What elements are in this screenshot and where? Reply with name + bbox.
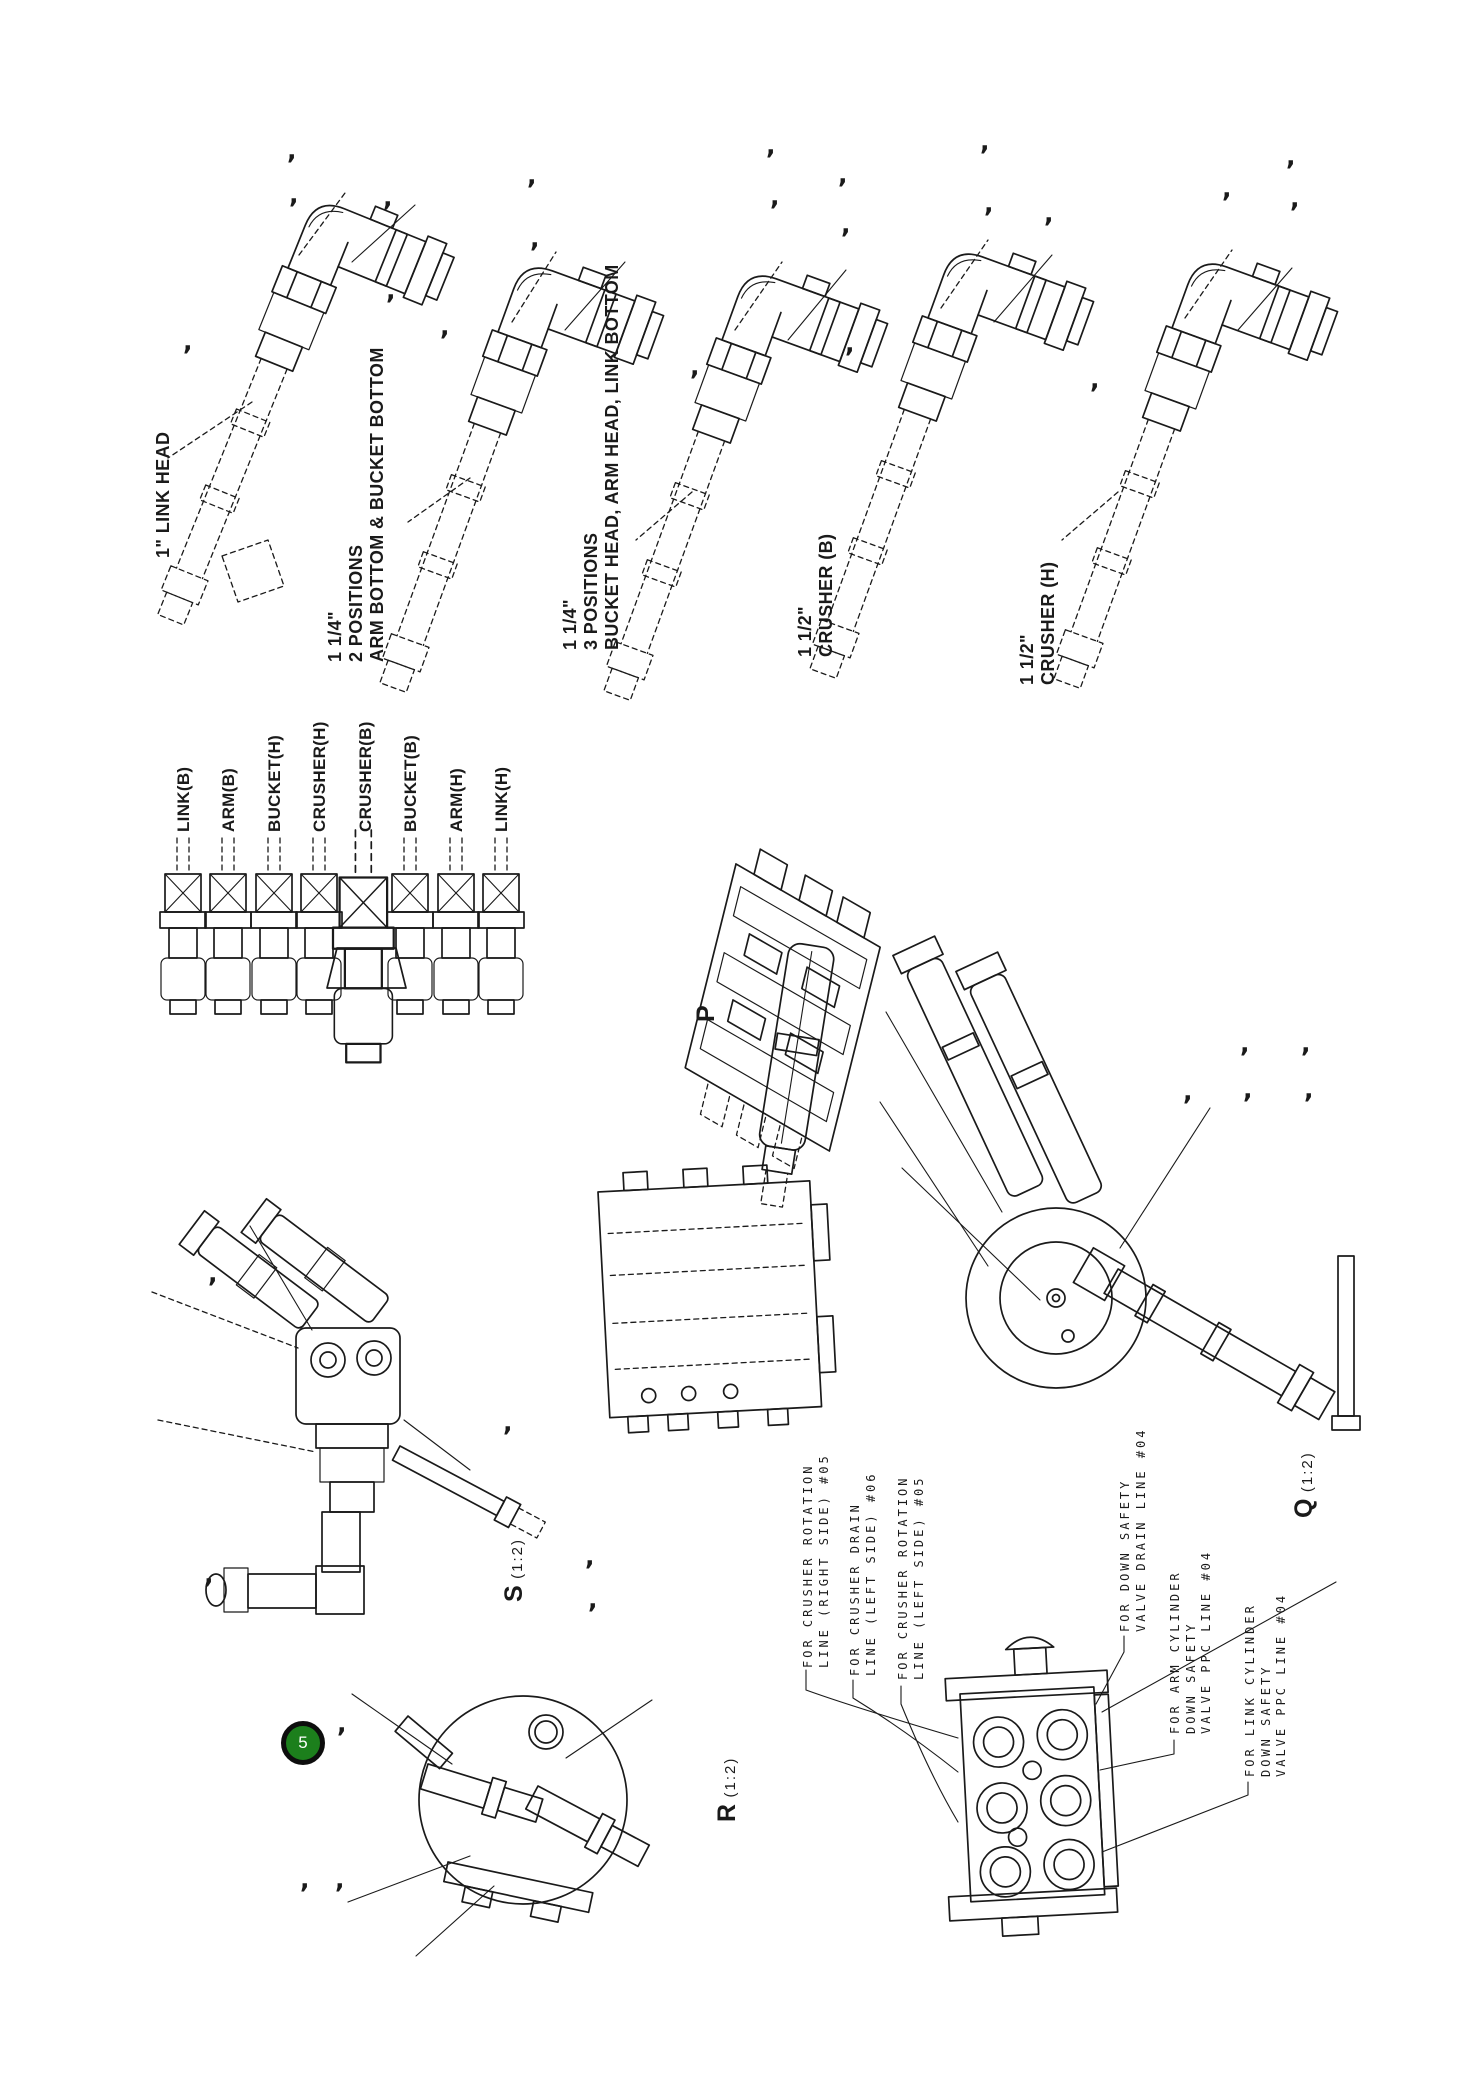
callout-mark: ,: [440, 312, 450, 341]
annotation-arm-cylinder-ppc: FOR ARM CYLINDER DOWN SAFETY VALVE PPC LINE #04: [1168, 1549, 1213, 1734]
callout-mark: ,: [690, 352, 700, 381]
callout-mark: ,: [1243, 1075, 1253, 1104]
item-balloon-number: 5: [298, 1733, 308, 1752]
callout-mark: ,: [335, 1865, 345, 1894]
callout-mark: ,: [845, 329, 855, 358]
hose-label-crusher-h: 1 1/2" CRUSHER (H): [1017, 561, 1058, 685]
valve-block: [935, 1633, 1120, 1938]
q-assembly: [880, 936, 1360, 1430]
fitting-label-crusher-h: CRUSHER(H): [310, 721, 329, 832]
callout-mark: ,: [841, 210, 851, 239]
callout-mark: ,: [300, 1865, 310, 1894]
view-label-q: Q (1:2): [1290, 1451, 1318, 1518]
hose-assembly-2: [366, 245, 670, 731]
view-label-r: R (1:2): [713, 1756, 741, 1822]
annotation-link-cylinder-ppc: FOR LINK CYLINDER DOWN SAFETY VALVE PPC LINE #04: [1243, 1592, 1288, 1777]
callout-mark: ,: [1222, 174, 1232, 203]
fitting-label-link-h: LINK(H): [492, 766, 511, 832]
callout-mark: ,: [527, 161, 537, 190]
callout-mark: ,: [287, 136, 297, 165]
callout-mark: ,: [183, 327, 193, 356]
hose-label-link-head: 1" LINK HEAD: [153, 431, 173, 558]
hose-assembly-1: [144, 182, 461, 667]
r-view: [348, 1694, 652, 1956]
callout-mark: ,: [1304, 1075, 1314, 1104]
callout-mark: ,: [1240, 1029, 1250, 1058]
view-label-p: P: [692, 1003, 720, 1022]
annotation-down-safety-drain: FOR DOWN SAFETY VALVE DRAIN LINE #04: [1118, 1427, 1148, 1632]
hose-label-3pos: 1 1/4" 3 POSITIONS BUCKET HEAD, ARM HEAD, LINK BOTTOM: [560, 264, 622, 650]
callout-mark: ,: [1090, 365, 1100, 394]
annotation-crusher-drain-left: FOR CRUSHER DRAIN LINE (LEFT SIDE) #06: [848, 1471, 878, 1676]
hose-assembly-5: [1040, 241, 1344, 727]
callout-mark: ,: [337, 1709, 347, 1738]
fitting-label-arm-b: ARM(B): [219, 767, 238, 832]
callout-mark: ,: [766, 131, 776, 160]
manifold-plan: [597, 1162, 838, 1434]
callout-mark: ,: [1286, 142, 1296, 171]
callout-mark: ,: [289, 180, 299, 209]
fitting-label-crusher-b: CRUSHER(B): [356, 721, 375, 832]
hose-label-crusher-b: 1 1/2" CRUSHER (B): [795, 533, 836, 657]
callout-mark: ,: [984, 189, 994, 218]
callout-mark: ,: [386, 276, 396, 305]
fitting-label-link-b: LINK(B): [174, 766, 193, 832]
callout-mark: ,: [838, 160, 848, 189]
item-balloon-5: [281, 1721, 325, 1765]
callout-mark: ,: [1290, 184, 1300, 213]
annotation-crusher-rotation-left: FOR CRUSHER ROTATION LINE (LEFT SIDE) #05: [896, 1475, 926, 1680]
hose-cylinder: [749, 942, 836, 1209]
callout-mark: ,: [980, 127, 990, 156]
annotation-crusher-rotation-right: FOR CRUSHER ROTATION LINE (RIGHT SIDE) #05: [801, 1453, 831, 1668]
callout-mark: ,: [204, 1560, 214, 1589]
callout-mark: ,: [585, 1542, 595, 1571]
callout-mark: ,: [1183, 1077, 1193, 1106]
fittings-row: [160, 830, 524, 1062]
fitting-label-bucket-b: BUCKET(B): [401, 734, 420, 832]
callout-mark: ,: [383, 183, 393, 212]
callout-mark: ,: [1301, 1029, 1311, 1058]
fitting-label-arm-h: ARM(H): [447, 767, 466, 832]
callout-mark: ,: [530, 224, 540, 253]
view-label-s: S (1:2): [500, 1538, 528, 1602]
hose-assembly-3: [590, 253, 894, 739]
callout-mark: ,: [208, 1259, 218, 1288]
callout-mark: ,: [1044, 199, 1054, 228]
hose-label-2pos: 1 1/4" 2 POSITIONS ARM BOTTOM & BUCKET BOTTOM: [325, 347, 387, 662]
callout-mark: ,: [770, 182, 780, 211]
callout-mark: ,: [588, 1585, 598, 1614]
fitting-label-bucket-h: BUCKET(H): [265, 734, 284, 832]
callout-mark: ,: [503, 1408, 513, 1437]
